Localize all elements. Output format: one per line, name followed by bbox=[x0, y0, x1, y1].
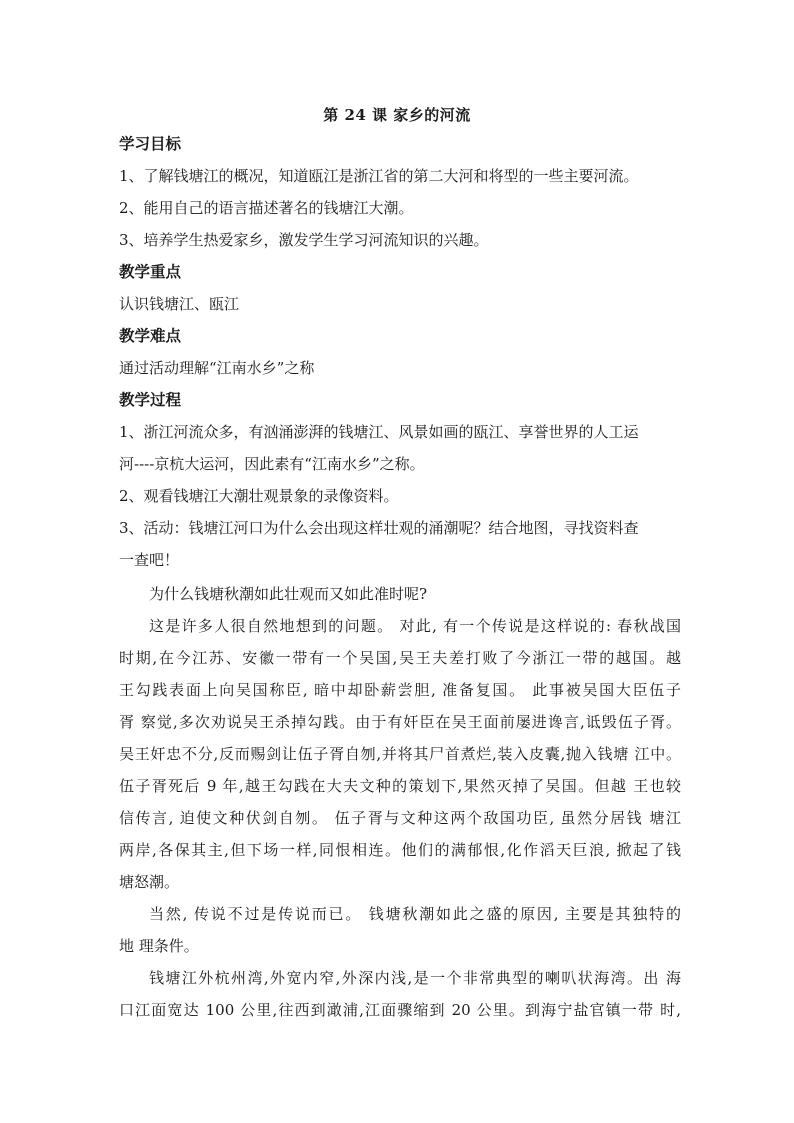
process-item-3-line-1: 3、活动：钱塘江河口为什么会出现这样壮观的涌潮呢？结合地图，寻找资料查 bbox=[119, 519, 639, 537]
passage-line: 两岸,各保其主,但下场一样,同恨相连。他们的满郁恨,化作滔天巨浪, 掀起了钱 bbox=[119, 841, 681, 859]
key-points-heading: 教学重点 bbox=[119, 262, 182, 281]
passage-question: 为什么钱塘秋潮如此壮观而又如此准时呢? bbox=[149, 585, 428, 603]
process-item-1-line-2: 河----京杭大运河，因此素有“江南水乡”之称。 bbox=[119, 455, 425, 473]
objectives-heading: 学习目标 bbox=[119, 134, 182, 153]
page-title: 第 24 课 家乡的河流 bbox=[323, 106, 471, 124]
process-item-1-line-1: 1、浙江河流众多，有汹涌澎湃的钱塘江、风景如画的瓯江、享誉世界的人工运 bbox=[119, 423, 639, 441]
passage-line: 伍子胥死后 9 年,越王勾践在大夫文种的策划下,果然灭掉了吴国。但越 王也较 bbox=[119, 777, 681, 795]
passage-line: 这是许多人很自然地想到的问题。 对此, 有一个传说是这样说的: 春秋战国 bbox=[149, 617, 681, 635]
passage-line: 口江面宽达 100 公里,往西到澉浦,江面骤缩到 20 公里。到海宁盐官镇一带 时, bbox=[119, 1001, 681, 1019]
passage-line: 信传言, 迫使文种伏剑自刎。 伍子胥与文种这两个敌国功臣, 虽然分居钱 塘江 bbox=[119, 809, 681, 827]
passage-line: 时期,在今江苏、安徽一带有一个吴国,吴王夫差打败了今浙江一带的越国。越 bbox=[119, 649, 681, 667]
process-item-2: 2、观看钱塘江大潮壮观景象的录像资料。 bbox=[119, 487, 399, 505]
process-heading: 教学过程 bbox=[119, 390, 182, 409]
objective-item: 3、培养学生热爱家乡，激发学生学习河流知识的兴趣。 bbox=[119, 231, 489, 249]
passage-line: 塘怒潮。 bbox=[119, 873, 180, 891]
passage-line: 吴王奸忠不分,反而赐剑让伍子胥自刎,并将其尸首煮烂,装入皮囊,抛入钱塘 江中。 bbox=[119, 745, 681, 763]
reading-passage bbox=[119, 578, 681, 1026]
difficulties-heading: 教学难点 bbox=[119, 326, 182, 345]
difficulties-text: 通过活动理解“江南水乡”之称 bbox=[119, 359, 315, 377]
passage-line: 钱塘江外杭州湾,外宽内窄,外深内浅,是一个非常典型的喇叭状海湾。出 海 bbox=[149, 969, 681, 987]
objective-item: 1、了解钱塘江的概况，知道瓯江是浙江省的第二大河和将型的一些主要河流。 bbox=[119, 167, 639, 185]
lesson-content bbox=[119, 128, 681, 1026]
passage-line: 胥 察觉,多次劝说吴王杀掉勾践。由于有奸臣在吴王面前屡进谗言,诋毁伍子胥。 bbox=[119, 713, 681, 731]
passage-line: 王勾践表面上向吴国称臣, 暗中却卧薪尝胆, 准备复国。 此事被吴国大臣伍子 bbox=[119, 681, 681, 699]
key-points-text: 认识钱塘江、瓯江 bbox=[119, 295, 240, 313]
passage-line: 地 理条件。 bbox=[119, 937, 199, 955]
process-item-3-line-2: 一查吧！ bbox=[119, 551, 180, 569]
objective-item: 2、能用自己的语言描述著名的钱塘江大潮。 bbox=[119, 199, 414, 217]
passage-line: 当然, 传说不过是传说而已。 钱塘秋潮如此之盛的原因, 主要是其独特的 bbox=[149, 905, 681, 923]
